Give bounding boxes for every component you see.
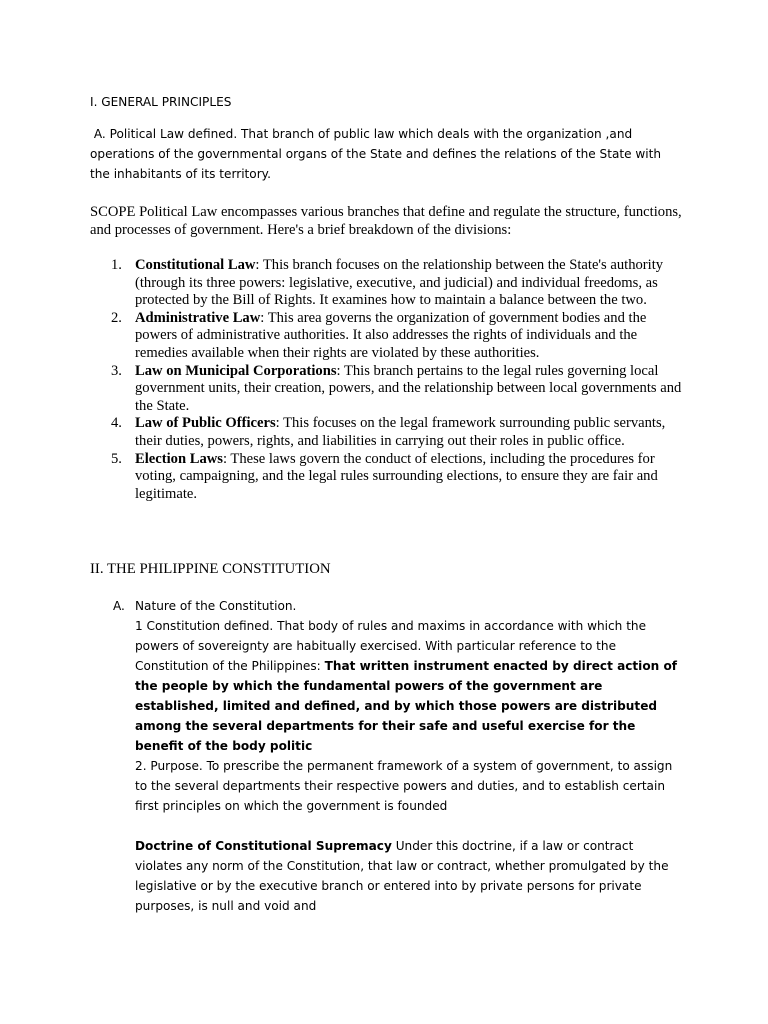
doctrine-text: Under this doctrine, if a law or contract violates any norm of the Constitution, that law or contract, whether promulgated by the legislative or by the executive branch or entered into by private persons for private purposes, is null and void and <box>135 839 669 913</box>
divisions-list <box>90 257 690 503</box>
division-description: : This branch focuses on the relationship between the State's authority (through its three powers: legislative, executive, and judicial) and individual freedoms, as protected by the Bill of Rights. It examines how to maintain a balance between the two. <box>135 257 664 309</box>
list-number: 1. <box>111 257 122 273</box>
nature-title: Nature of the Constitution. <box>135 599 297 613</box>
list-item <box>90 310 690 363</box>
section-heading-philippine-constitution: II. THE PHILIPPINE CONSTITUTION <box>90 561 331 577</box>
section-heading-general-principles: I. GENERAL PRINCIPLES <box>90 95 232 109</box>
constitution-defined-text: 1 Constitution defined. That body of rules and maxims in accordance with which the powers of sovereignty are habitually exercised. With particular reference to the Constitution of the Philippines: <box>135 619 647 673</box>
division-description: : This area governs the organization of government bodies and the powers of administrative authorities. It also addresses the rights of individuals and the remedies available when their rights are violated by these authorities. <box>135 309 647 361</box>
list-item <box>90 415 690 450</box>
division-term: Administrative Law <box>135 309 261 326</box>
constitution-defined-bold: That written instrument enacted by direct action of the people by which the fundamental powers of the government are established, limited and defined, and by which those powers are distributed among the several departments for their safe and useful exercise for the benefit of the body politic <box>135 659 678 753</box>
nature-letter: A. <box>113 599 125 613</box>
list-item <box>90 257 690 310</box>
list-number: 3. <box>111 362 122 379</box>
list-item <box>90 451 690 504</box>
list-number: 2. <box>111 309 122 326</box>
doctrine-term: Doctrine of Constitutional Supremacy <box>135 839 392 853</box>
division-description: : This branch pertains to the legal rules governing local government units, their creation, powers, and the relationship between local governments and the State. <box>135 362 682 414</box>
list-number: 5. <box>111 450 122 467</box>
list-number: 4. <box>111 415 122 432</box>
purpose-paragraph: 2. Purpose. To prescribe the permanent framework of a system of government, to assign to the several departments their respective powers and duties, and to establish certain first principles on which the government is founded <box>135 759 673 813</box>
division-term: Election Laws <box>135 450 223 467</box>
division-term: Constitutional Law <box>135 257 256 273</box>
doctrine-paragraph <box>135 836 680 916</box>
political-law-definition <box>90 124 680 184</box>
scope-paragraph: SCOPE Political Law encompasses various branches that define and regulate the structure, functions, and processes of government. Here's a brief breakdown of the divisions: <box>90 204 682 238</box>
list-item <box>90 363 690 416</box>
division-description: : This focuses on the legal framework surrounding public servants, their duties, powers, rights, and liabilities in carrying out their roles in public office. <box>135 415 666 449</box>
division-term: Law on Municipal Corporations <box>135 362 337 379</box>
division-description: : These laws govern the conduct of elections, including the procedures for voting, campaigning, and the legal rules surrounding elections, to ensure they are fair and legitimate. <box>135 450 658 502</box>
constitution-defined-paragraph <box>135 616 680 756</box>
division-term: Law of Public Officers <box>135 415 276 432</box>
political-law-definition-text: A. Political Law defined. That branch of public law which deals with the organization ,and operations of the governmental organs of the State and defines the relations of the State with the inhabitants of its territory. <box>90 127 662 181</box>
